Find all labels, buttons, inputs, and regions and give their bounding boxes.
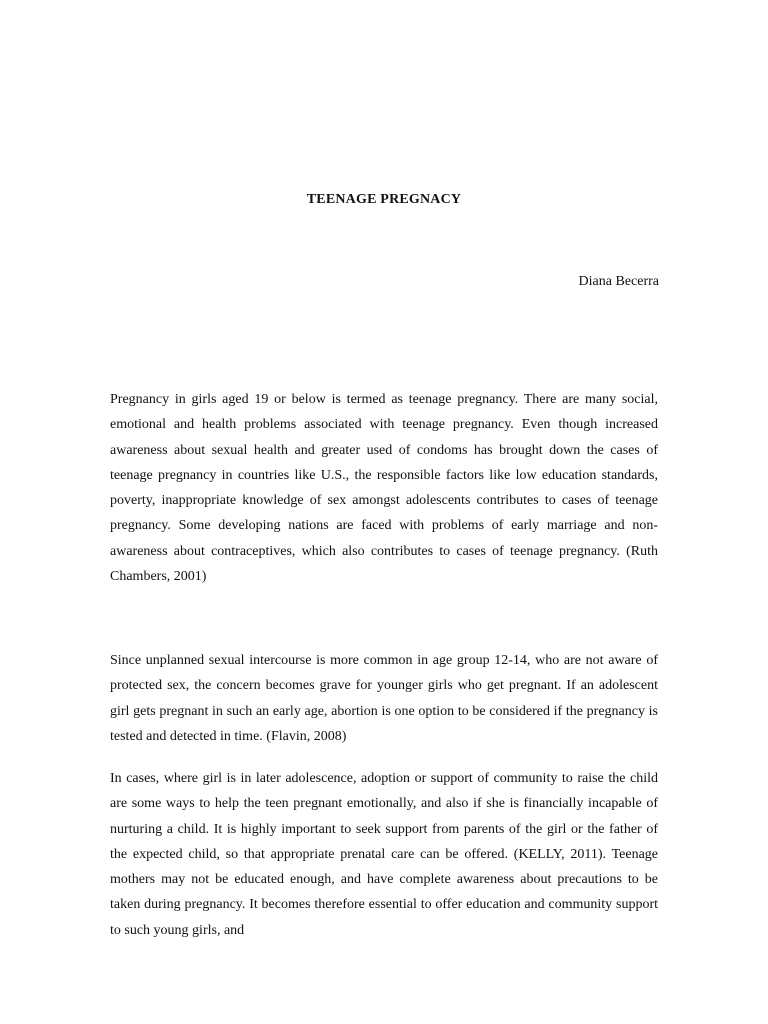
author-name: Diana Becerra (578, 274, 659, 289)
paragraph-3: In cases, where girl is in later adolescence, adoption or support of community to raise the child are some ways to help the teen pregnant emotionally, and also if she is financially incapable of nurturing a child. It is highly important to seek support from parents of the girl or the father of the expected child, so that appropriate prenatal care can be offered. (KELLY, 2011). Teenage mothers may not be educated enough, and have complete awareness about precautions to be taken during pregnancy. It becomes therefore essential to offer education and community support to such young girls, and (110, 771, 658, 938)
document-title: TEENAGE PREGNACY (306, 192, 462, 207)
paragraph-2: Since unplanned sexual intercourse is more common in age group 12-14, who are not aware of protected sex, the concern becomes grave for younger girls who get pregnant. If an adolescent girl gets pregnant in such an early age, abortion is one option to be considered if the pregnancy is tested and detected in time. (Flavin, 2008) (110, 653, 658, 744)
paragraph-1: Pregnancy in girls aged 19 or below is termed as teenage pregnancy. There are many social, emotional and health problems associated with teenage pregnancy. Even though increased awareness about sexual health and greater used of condoms has brought down the cases of teenage pregnancy in countries like U.S., the responsible factors like low education standards, poverty, inappropriate knowledge of sex amongst adolescents contributes to cases of teenage pregnancy. Some developing nations are faced with problems of early marriage and non-awareness about contraceptives, which also contributes to cases of teenage pregnancy. (Ruth Chambers, 2001) (110, 392, 658, 585)
